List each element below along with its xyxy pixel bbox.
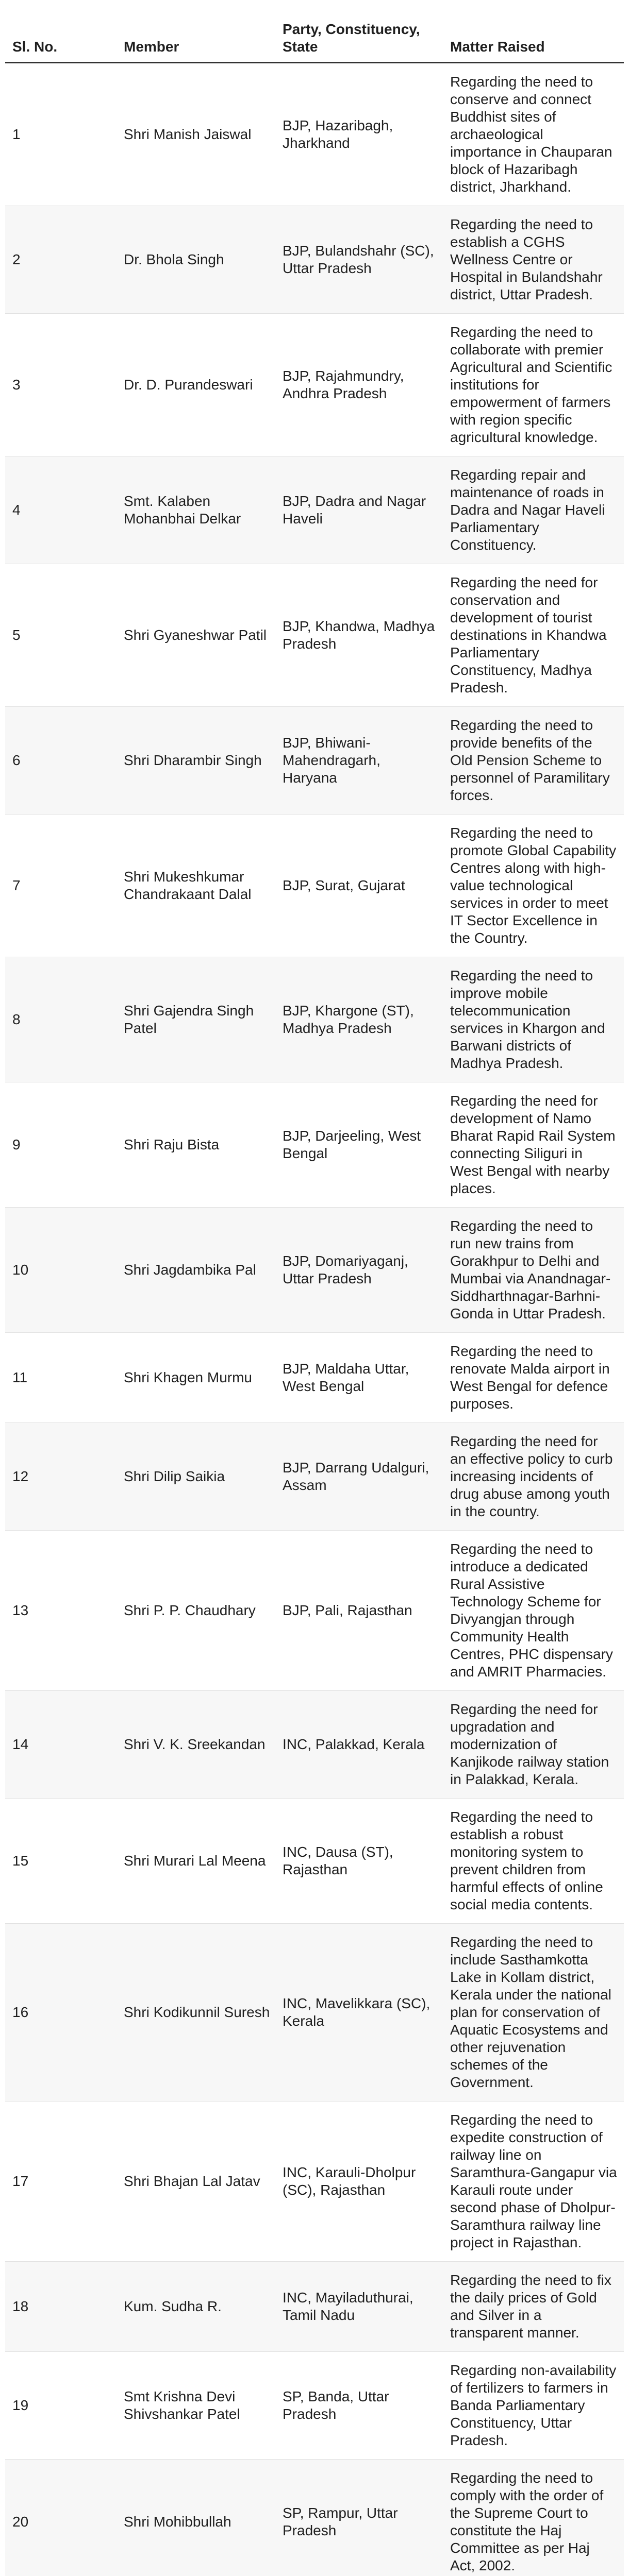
cell-party: SP, Rampur, Uttar Pradesh: [276, 2460, 444, 2576]
cell-matter: Regarding the need to improve mobile telecommunication services in Khargon and Barwani districts of Madhya Pradesh.: [444, 957, 624, 1082]
cell-member: Shri Manish Jaiswal: [118, 63, 276, 206]
table-row: [5, 1799, 624, 1924]
cell-sl-no: 2: [5, 206, 118, 314]
cell-sl-no: 8: [5, 957, 118, 1082]
cell-matter: Regarding the need to establish a CGHS Wellness Centre or Hospital in Bulandshahr district, Uttar Pradesh.: [444, 206, 624, 314]
cell-member: Shri Bhajan Lal Jatav: [118, 2102, 276, 2262]
cell-matter: Regarding non-availability of fertilizers to farmers in Banda Parliamentary Constituency, Uttar Pradesh.: [444, 2352, 624, 2460]
cell-sl-no: 19: [5, 2352, 118, 2460]
cell-member: Shri Murari Lal Meena: [118, 1799, 276, 1924]
cell-sl-no: 5: [5, 564, 118, 707]
header-member[interactable]: Member: [118, 21, 276, 63]
table-row: [5, 314, 624, 456]
cell-sl-no: 9: [5, 1082, 118, 1208]
cell-party: BJP, Bulandshahr (SC), Uttar Pradesh: [276, 206, 444, 314]
cell-party: BJP, Maldaha Uttar, West Bengal: [276, 1333, 444, 1423]
cell-member: Shri Raju Bista: [118, 1082, 276, 1208]
cell-sl-no: 14: [5, 1691, 118, 1799]
cell-sl-no: 4: [5, 456, 118, 564]
cell-member: Shri Khagen Murmu: [118, 1333, 276, 1423]
cell-matter: Regarding the need to run new trains from Gorakhpur to Delhi and Mumbai via Anandnagar-Siddharthnagar-Barhni-Gonda in Uttar Pradesh.: [444, 1208, 624, 1333]
cell-matter: Regarding the need to expedite construction of railway line on Saramthura-Gangapur via Karauli route under second phase of Dholpur-Saramthura railway line project in Rajasthan.: [444, 2102, 624, 2262]
header-party-constituency-state[interactable]: Party, Constituency, State: [276, 21, 444, 63]
cell-party: INC, Palakkad, Kerala: [276, 1691, 444, 1799]
cell-matter: Regarding the need to promote Global Capability Centres along with high-value technological services in order to meet IT Sector Excellence in the Country.: [444, 815, 624, 957]
table-row: [5, 2262, 624, 2352]
cell-member: Shri Dharambir Singh: [118, 707, 276, 815]
cell-matter: Regarding the need to conserve and connect Buddhist sites of archaeological importance in Chauparan block of Hazaribagh district, Jharkhand.: [444, 63, 624, 206]
cell-sl-no: 15: [5, 1799, 118, 1924]
table-row: [5, 1924, 624, 2102]
cell-party: BJP, Darrang Udalguri, Assam: [276, 1423, 444, 1531]
table-body: [5, 63, 624, 2576]
cell-matter: Regarding the need to establish a robust monitoring system to prevent children from harmful effects of online social media contents.: [444, 1799, 624, 1924]
cell-matter: Regarding the need for conservation and development of tourist destinations in Khandwa Parliamentary Constituency, Madhya Pradesh.: [444, 564, 624, 707]
cell-party: INC, Karauli-Dholpur (SC), Rajasthan: [276, 2102, 444, 2262]
cell-member: Shri Dilip Saikia: [118, 1423, 276, 1531]
cell-matter: Regarding the need to collaborate with premier Agricultural and Scientific institutions for empowerment of farmers with region specific agricultural knowledge.: [444, 314, 624, 456]
cell-party: BJP, Dadra and Nagar Haveli: [276, 456, 444, 564]
cell-matter: Regarding the need for development of Namo Bharat Rapid Rail System connecting Siliguri in West Bengal with nearby places.: [444, 1082, 624, 1208]
header-row: [5, 21, 624, 63]
cell-matter: Regarding the need to fix the daily prices of Gold and Silver in a transparent manner.: [444, 2262, 624, 2352]
cell-sl-no: 11: [5, 1333, 118, 1423]
cell-member: Dr. Bhola Singh: [118, 206, 276, 314]
header-sl-no[interactable]: Sl. No.: [5, 21, 118, 63]
table-row: [5, 564, 624, 707]
cell-sl-no: 17: [5, 2102, 118, 2262]
cell-sl-no: 12: [5, 1423, 118, 1531]
cell-matter: Regarding the need for an effective policy to curb increasing incidents of drug abuse among youth in the country.: [444, 1423, 624, 1531]
cell-member: Dr. D. Purandeswari: [118, 314, 276, 456]
cell-member: Smt. Kalaben Mohanbhai Delkar: [118, 456, 276, 564]
cell-matter: Regarding the need to introduce a dedicated Rural Assistive Technology Scheme for Divyangjan through Community Health Centres, PHC dispensary and AMRIT Pharmacies.: [444, 1531, 624, 1691]
cell-party: BJP, Pali, Rajasthan: [276, 1531, 444, 1691]
cell-party: INC, Mavelikkara (SC), Kerala: [276, 1924, 444, 2102]
cell-sl-no: 18: [5, 2262, 118, 2352]
cell-member: Shri V. K. Sreekandan: [118, 1691, 276, 1799]
table-row: [5, 456, 624, 564]
cell-member: Kum. Sudha R.: [118, 2262, 276, 2352]
members-table: [5, 21, 624, 2576]
cell-party: BJP, Surat, Gujarat: [276, 815, 444, 957]
table-row: [5, 1531, 624, 1691]
cell-sl-no: 6: [5, 707, 118, 815]
cell-member: Shri Gyaneshwar Patil: [118, 564, 276, 707]
table-row: [5, 957, 624, 1082]
cell-member: Shri Mukeshkumar Chandrakaant Dalal: [118, 815, 276, 957]
cell-party: INC, Dausa (ST), Rajasthan: [276, 1799, 444, 1924]
cell-party: BJP, Khargone (ST), Madhya Pradesh: [276, 957, 444, 1082]
header-matter-raised[interactable]: Matter Raised: [444, 21, 624, 63]
table-row: [5, 707, 624, 815]
cell-matter: Regarding the need to renovate Malda airport in West Bengal for defence purposes.: [444, 1333, 624, 1423]
cell-member: Shri Gajendra Singh Patel: [118, 957, 276, 1082]
table-row: [5, 2102, 624, 2262]
cell-party: BJP, Domariyaganj, Uttar Pradesh: [276, 1208, 444, 1333]
cell-matter: Regarding the need for upgradation and modernization of Kanjikode railway station in Palakkad, Kerala.: [444, 1691, 624, 1799]
cell-member: Shri Kodikunnil Suresh: [118, 1924, 276, 2102]
cell-party: BJP, Bhiwani-Mahendragarh, Haryana: [276, 707, 444, 815]
cell-matter: Regarding the need to include Sasthamkotta Lake in Kollam district, Kerala under the national plan for conservation of Aquatic Ecosystems and other rejuvenation schemes of the Government.: [444, 1924, 624, 2102]
table-row: [5, 1208, 624, 1333]
cell-matter: Regarding the need to comply with the order of the Supreme Court to constitute the Haj Committee as per Haj Act, 2002.: [444, 2460, 624, 2576]
table-row: [5, 1691, 624, 1799]
cell-party: INC, Mayiladuthurai, Tamil Nadu: [276, 2262, 444, 2352]
cell-party: BJP, Darjeeling, West Bengal: [276, 1082, 444, 1208]
table-row: [5, 1082, 624, 1208]
table-row: [5, 815, 624, 957]
cell-party: BJP, Khandwa, Madhya Pradesh: [276, 564, 444, 707]
cell-sl-no: 13: [5, 1531, 118, 1691]
table-row: [5, 1423, 624, 1531]
cell-party: BJP, Rajahmundry, Andhra Pradesh: [276, 314, 444, 456]
cell-member: Smt Krishna Devi Shivshankar Patel: [118, 2352, 276, 2460]
cell-party: BJP, Hazaribagh, Jharkhand: [276, 63, 444, 206]
table-row: [5, 2460, 624, 2576]
cell-member: Shri Jagdambika Pal: [118, 1208, 276, 1333]
cell-member: Shri Mohibbullah: [118, 2460, 276, 2576]
cell-member: Shri P. P. Chaudhary: [118, 1531, 276, 1691]
table-header: [5, 21, 624, 63]
cell-sl-no: 16: [5, 1924, 118, 2102]
cell-sl-no: 3: [5, 314, 118, 456]
cell-sl-no: 1: [5, 63, 118, 206]
cell-sl-no: 10: [5, 1208, 118, 1333]
cell-sl-no: 20: [5, 2460, 118, 2576]
table-row: [5, 63, 624, 206]
cell-party: SP, Banda, Uttar Pradesh: [276, 2352, 444, 2460]
table-row: [5, 206, 624, 314]
table-row: [5, 1333, 624, 1423]
cell-sl-no: 7: [5, 815, 118, 957]
cell-matter: Regarding repair and maintenance of roads in Dadra and Nagar Haveli Parliamentary Constituency.: [444, 456, 624, 564]
table-row: [5, 2352, 624, 2460]
cell-matter: Regarding the need to provide benefits of the Old Pension Scheme to personnel of Paramilitary forces.: [444, 707, 624, 815]
